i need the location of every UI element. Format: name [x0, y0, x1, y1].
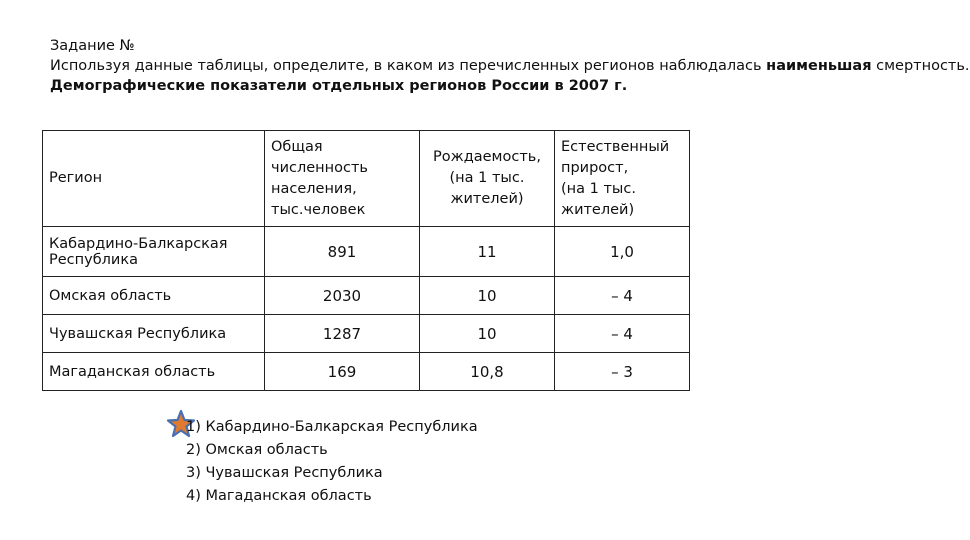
instruction-text-end: смертность.: [871, 58, 970, 74]
answer-option[interactable]: 4) Магаданская область: [186, 488, 372, 504]
birth-rate-cell: 10,8: [420, 353, 555, 391]
column-header-population: Общая численность населения, тыс.человек: [265, 131, 420, 227]
natural-growth-cell: – 4: [555, 315, 690, 353]
instruction-text-start: Используя данные таблицы, определите, в каком из перечисленных регионов наблюдалась: [50, 58, 767, 74]
answer-option[interactable]: 3) Чувашская Республика: [186, 465, 383, 481]
column-header-birth-rate: Рождаемость, (на 1 тыс. жителей): [420, 131, 555, 227]
answer-options: [186, 416, 478, 508]
birth-rate-cell: 11: [420, 227, 555, 277]
population-cell: 891: [265, 227, 420, 277]
region-cell: Чувашская Республика: [43, 315, 265, 353]
region-cell: Омская область: [43, 277, 265, 315]
population-cell: 1287: [265, 315, 420, 353]
demographics-table: [42, 130, 690, 391]
table-row: [43, 353, 690, 391]
natural-growth-cell: – 3: [555, 353, 690, 391]
population-cell: 169: [265, 353, 420, 391]
table-row: [43, 227, 690, 277]
population-cell: 2030: [265, 277, 420, 315]
region-cell: Магаданская область: [43, 353, 265, 391]
table-row: [43, 277, 690, 315]
column-header-natural-growth: Естественный прирост, (на 1 тыс. жителей): [555, 131, 690, 227]
region-cell: Кабардино-Балкарская Республика: [43, 227, 265, 277]
answer-option[interactable]: 1) Кабардино-Балкарская Республика: [186, 419, 478, 435]
answer-option[interactable]: 2) Омская область: [186, 442, 328, 458]
table-row: [43, 315, 690, 353]
task-label: Задание №: [50, 38, 135, 54]
instruction-emphasis: наименьшая: [766, 58, 872, 74]
task-instruction: [50, 56, 970, 76]
birth-rate-cell: 10: [420, 315, 555, 353]
natural-growth-cell: 1,0: [555, 227, 690, 277]
table-header-row: [43, 131, 690, 227]
column-header-region: Регион: [43, 131, 265, 227]
birth-rate-cell: 10: [420, 277, 555, 315]
natural-growth-cell: – 4: [555, 277, 690, 315]
table-title: Демографические показатели отдельных регионов России в 2007 г.: [50, 78, 628, 94]
task-header: [50, 36, 970, 96]
